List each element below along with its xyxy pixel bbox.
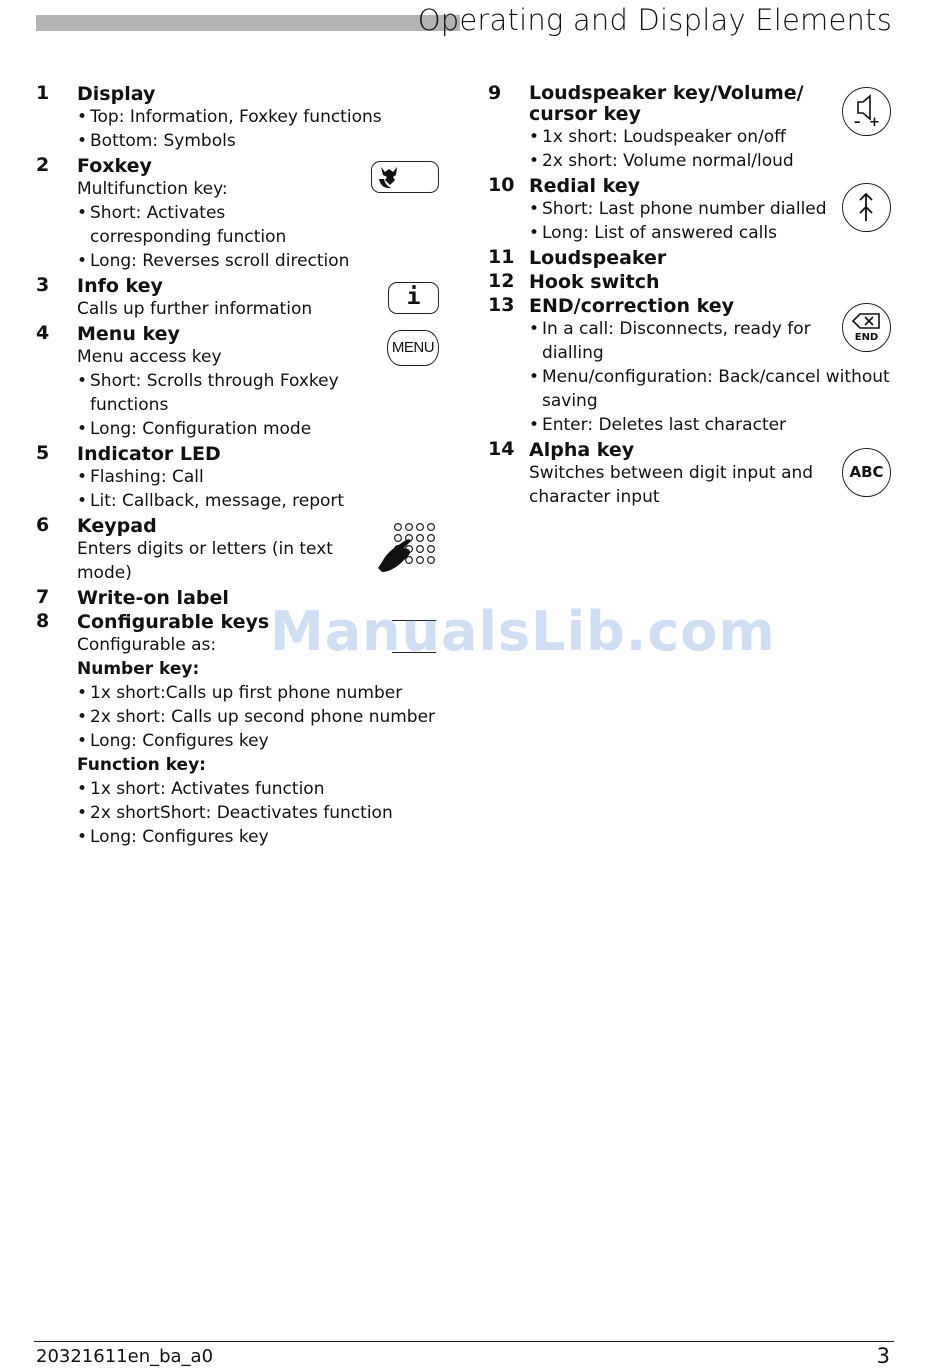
bullet: • Long: Configures key bbox=[77, 729, 446, 753]
entry-number: 11 bbox=[488, 246, 515, 268]
entry-alpha-key bbox=[488, 438, 898, 509]
entry-number: 6 bbox=[36, 514, 50, 536]
entry-title: END/correction key bbox=[529, 295, 734, 317]
entry-loudspeaker-key bbox=[488, 82, 898, 173]
entry-line: Calls up further information bbox=[77, 299, 313, 319]
bullet: • Menu/configuration: Back/cancel without saving bbox=[529, 365, 898, 413]
bullet: • Short: Scrolls through Foxkey functions bbox=[77, 369, 342, 417]
end-key-icon: END bbox=[842, 303, 891, 352]
bullet: • Short: Last phone number dialled bbox=[529, 197, 898, 221]
entry-display bbox=[36, 82, 446, 153]
bullet: • Bottom: Symbols bbox=[77, 129, 446, 153]
bullet: • Flashing: Call bbox=[77, 465, 446, 489]
entry-number: 8 bbox=[36, 610, 50, 632]
right-column bbox=[488, 82, 898, 509]
entry-redial-key bbox=[488, 174, 898, 245]
bullet: • 1x short: Loudspeaker on/off bbox=[529, 125, 898, 149]
redial-key-icon bbox=[842, 183, 891, 232]
page-number: 3 bbox=[876, 1344, 890, 1368]
entry-info-key bbox=[36, 274, 446, 321]
entry-title: Foxkey bbox=[77, 155, 152, 177]
entry-title: Alpha key bbox=[529, 439, 635, 461]
entry-number: 4 bbox=[36, 322, 50, 344]
entry-title: Configurable keys bbox=[77, 611, 270, 633]
entry-loudspeaker bbox=[488, 246, 898, 269]
watermark: ManualsLib.com bbox=[270, 600, 776, 663]
entry-title-line: Loudspeaker key/Volume/ bbox=[529, 82, 804, 104]
document-id: 20321611en_ba_a0 bbox=[36, 1346, 214, 1367]
entry-number: 1 bbox=[36, 82, 50, 104]
entry-title: Indicator LED bbox=[77, 443, 221, 465]
bullet: • 2x shortShort: Deactivates function bbox=[77, 801, 446, 825]
entry-number: 2 bbox=[36, 154, 50, 176]
bullet: • Long: Reverses scroll direction bbox=[77, 249, 352, 273]
keypad-icon bbox=[376, 522, 442, 576]
bullet: • In a call: Disconnects, ready for dialling bbox=[529, 317, 822, 365]
bullet: • Lit: Callback, message, report bbox=[77, 489, 446, 513]
header-bar bbox=[36, 15, 460, 31]
menu-key-icon: MENU bbox=[387, 330, 439, 366]
entry-title: Hook switch bbox=[529, 271, 660, 293]
entry-number: 10 bbox=[488, 174, 515, 196]
entry-line: Multifunction key: bbox=[77, 179, 228, 199]
entry-title: Write-on label bbox=[77, 587, 229, 609]
entry-title: Loudspeaker bbox=[529, 247, 667, 269]
bullet: • 1x short:Calls up first phone number bbox=[77, 681, 446, 705]
foxkey-icon bbox=[371, 161, 439, 193]
entry-line: mode) bbox=[77, 563, 132, 583]
entry-line: Menu access key bbox=[77, 347, 222, 367]
bullet: • Long: Configuration mode bbox=[77, 417, 342, 441]
entry-title-line: cursor key bbox=[529, 103, 641, 125]
entry-line: Enters digits or letters (in text bbox=[77, 539, 333, 559]
entry-title: Info key bbox=[77, 275, 163, 297]
bullet: • 2x short: Volume normal/loud bbox=[529, 149, 898, 173]
entry-title: Redial key bbox=[529, 175, 640, 197]
entry-number: 7 bbox=[36, 586, 50, 608]
bullet: • Long: Configures key bbox=[77, 825, 446, 849]
entry-indicator-led bbox=[36, 442, 446, 513]
entry-title: Display bbox=[77, 83, 156, 105]
entry-end-key bbox=[488, 294, 898, 437]
entry-number: 3 bbox=[36, 274, 50, 296]
bullet: • Short: Activates corresponding function bbox=[77, 201, 352, 249]
loudspeaker-key-icon: – + bbox=[842, 87, 891, 136]
left-column bbox=[36, 82, 446, 849]
bullet: • Enter: Deletes last character bbox=[529, 413, 898, 437]
entry-number: 12 bbox=[488, 270, 515, 292]
bullet: • 1x short: Activates function bbox=[77, 777, 446, 801]
entry-line: character input bbox=[529, 487, 660, 507]
number-key-heading: Number key: bbox=[77, 659, 200, 679]
entry-hook-switch bbox=[488, 270, 898, 293]
bullet: • Long: List of answered calls bbox=[529, 221, 898, 245]
page-title: Operating and Display Elements bbox=[417, 3, 892, 37]
bullet: • 2x short: Calls up second phone number bbox=[77, 705, 446, 729]
footer-rule bbox=[34, 1341, 894, 1342]
bullet: • Top: Information, Foxkey functions bbox=[77, 105, 446, 129]
entry-number: 5 bbox=[36, 442, 50, 464]
entry-title: Keypad bbox=[77, 515, 157, 537]
info-key-icon: i bbox=[388, 282, 439, 314]
entry-number: 13 bbox=[488, 294, 515, 316]
entry-number: 14 bbox=[488, 438, 515, 460]
function-key-heading: Function key: bbox=[77, 755, 206, 775]
entry-line: Switches between digit input and bbox=[529, 463, 814, 483]
entry-menu-key bbox=[36, 322, 446, 441]
entry-title: Menu key bbox=[77, 323, 180, 345]
entry-line: Configurable as: bbox=[77, 635, 217, 655]
entry-number: 9 bbox=[488, 82, 502, 104]
alpha-key-icon: ABC bbox=[842, 448, 891, 497]
